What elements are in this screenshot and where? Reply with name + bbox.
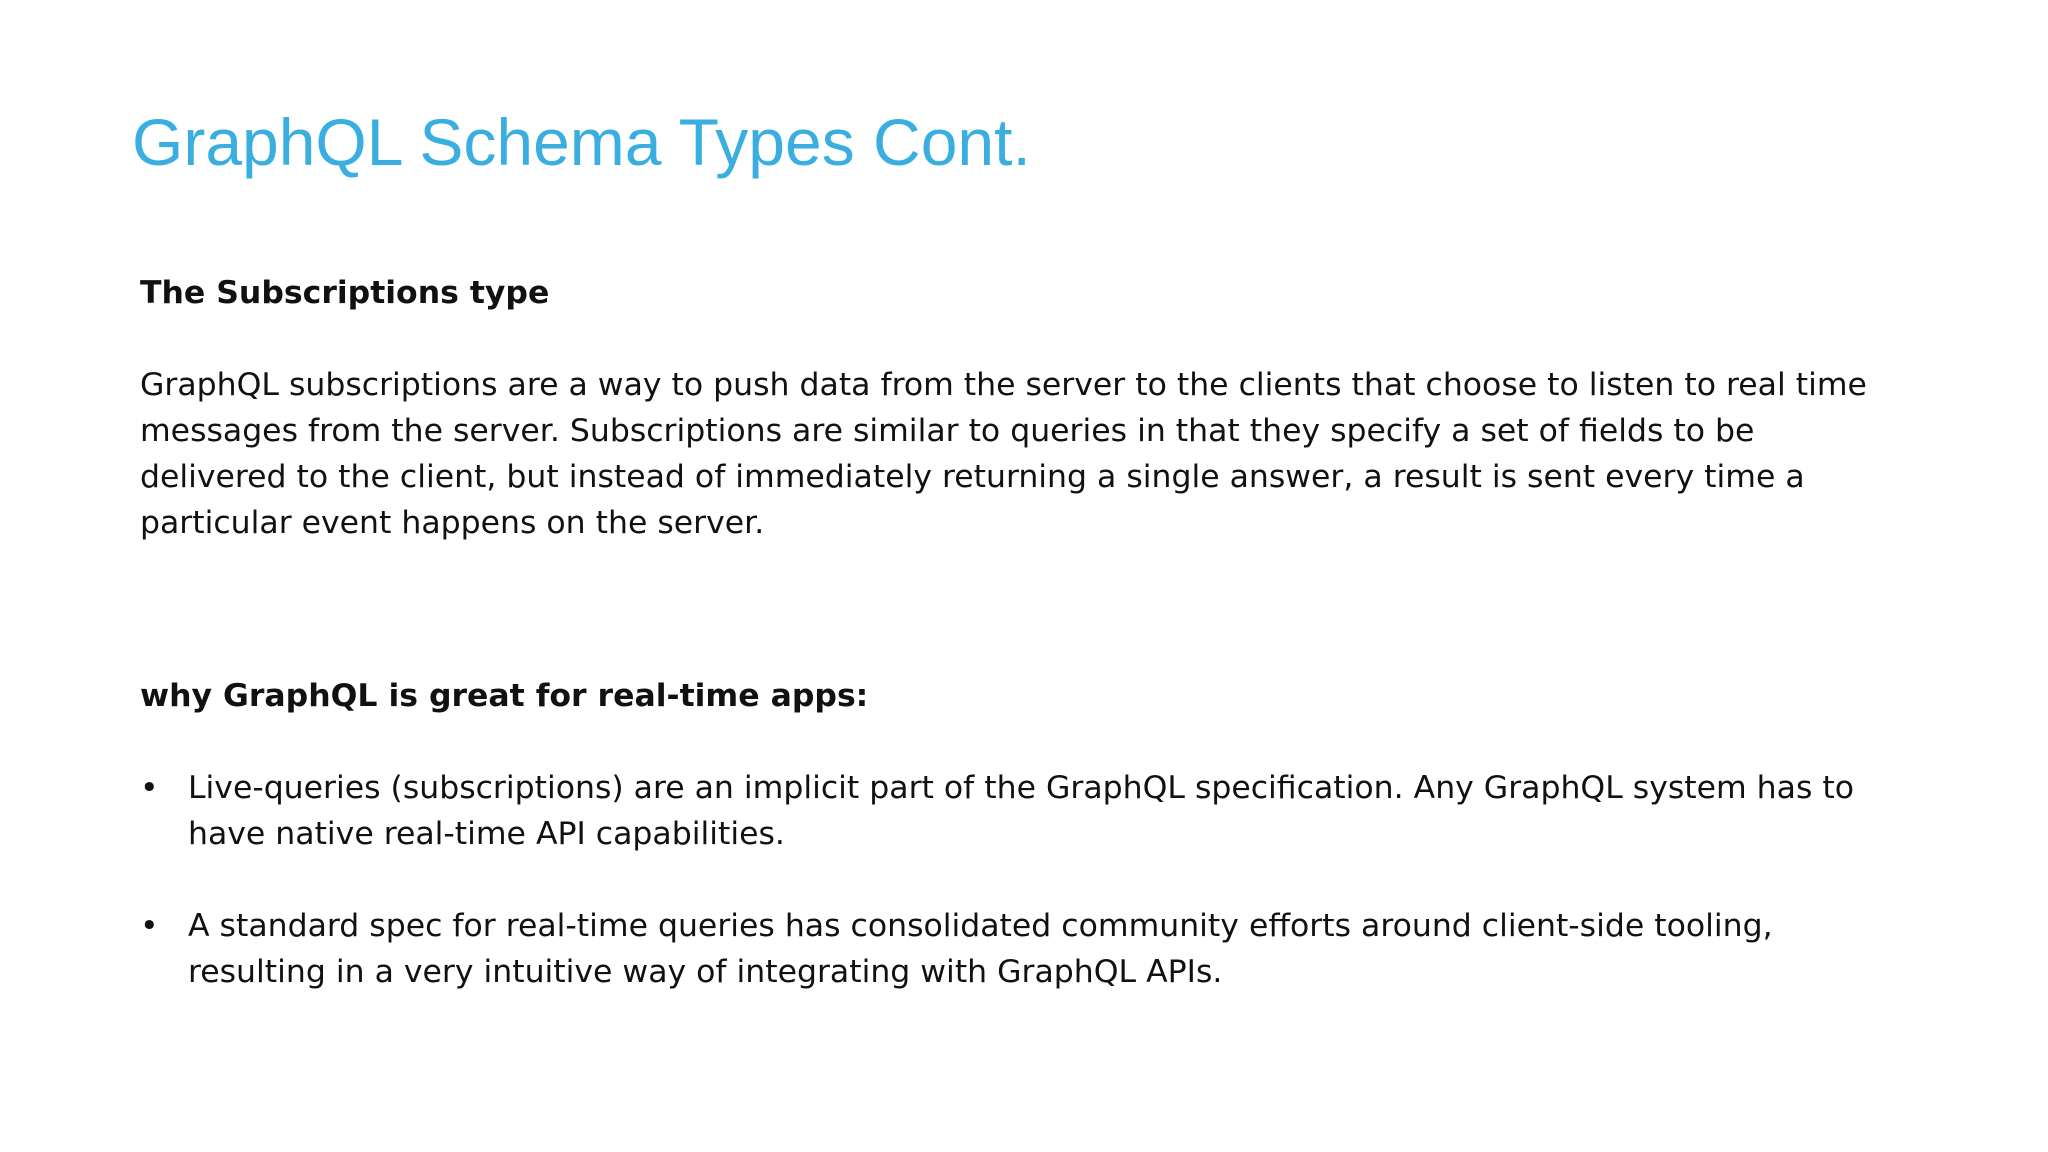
bullet-item <box>140 765 1918 857</box>
realtime-bullet-list <box>140 765 1920 995</box>
bullet-dot-icon: • <box>140 770 159 806</box>
subscriptions-heading: The Subscriptions type <box>140 275 550 311</box>
slide-title: GraphQL Schema Types Cont. <box>132 105 1031 179</box>
bullet-text: Live-queries (subscriptions) are an implicit part of the GraphQL specification. Any GraphQL system has to have native real-time API capabilities. <box>188 770 1854 852</box>
bullet-dot-icon: • <box>140 908 159 944</box>
realtime-apps-heading: why GraphQL is great for real-time apps: <box>140 678 869 714</box>
subscriptions-paragraph: GraphQL subscriptions are a way to push data from the server to the clients that choose to listen to real time messages from the server. Subscriptions are similar to queries in that they specify a set of fields to be delivered to the client, but instead of immediately returning a single answer, a result is sent every time a particular event happens on the server. <box>140 367 1867 541</box>
slide-content <box>140 270 1920 995</box>
bullet-item <box>140 903 1918 995</box>
bullet-text: A standard spec for real-time queries has consolidated community efforts around client-side tooling, resulting in a very intuitive way of integrating with GraphQL APIs. <box>188 908 1773 990</box>
